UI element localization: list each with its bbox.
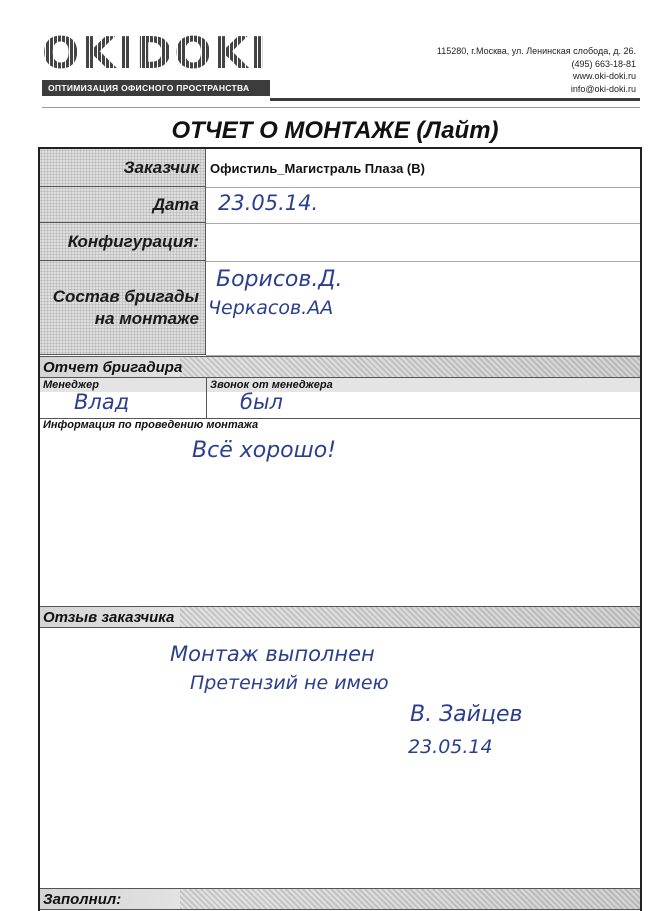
company-address: 115280, г.Москва, ул. Ленинская слобода, д. 26. <box>436 46 636 56</box>
document-title: ОТЧЕТ О МОНТАЖЕ (Лайт) <box>171 117 499 144</box>
date-label <box>40 187 206 223</box>
foreman-report-label: Отчет бригадира <box>43 358 183 376</box>
team-label <box>40 261 206 355</box>
header-divider <box>270 98 640 101</box>
customer-label <box>40 149 206 187</box>
manager-label: Менеджер <box>43 379 99 391</box>
section-pattern <box>180 357 640 377</box>
installation-info-label: Информация по проведению монтажа <box>43 419 259 431</box>
customer-feedback-label: Отзыв заказчика <box>43 608 175 626</box>
config-label-text: Конфигурация: <box>67 231 199 251</box>
company-phone: (495) 663-18-81 <box>571 58 636 69</box>
team-field[interactable] <box>206 261 640 356</box>
manager-row-divider <box>206 378 207 418</box>
manager-call-value[interactable]: был <box>240 390 283 414</box>
header-divider-thin <box>42 107 640 108</box>
section-pattern <box>180 889 640 909</box>
team-member-1: Борисов.Д. <box>216 267 343 292</box>
foreman-report-header <box>40 356 640 378</box>
config-label <box>40 223 206 261</box>
manager-row <box>40 378 640 419</box>
feedback-line-2: Претензий не имею <box>190 672 389 694</box>
team-label-line1: Состав бригады <box>52 286 199 306</box>
date-field[interactable] <box>206 187 640 224</box>
feedback-line-1: Монтаж выполнен <box>170 642 375 666</box>
customer-label-text: Заказчик <box>123 157 199 177</box>
company-contacts <box>437 45 636 95</box>
logo-wordmark: OKIDOKI <box>42 28 269 79</box>
installation-info-value: Всё хорошо! <box>192 438 337 463</box>
customer-field[interactable] <box>206 149 640 188</box>
customer-feedback-block[interactable] <box>40 628 640 884</box>
customer-value: Офистиль_Магистраль Плаза (В) <box>210 160 425 176</box>
manager-value[interactable]: Влад <box>74 390 130 414</box>
feedback-date: 23.05.14 <box>408 736 493 758</box>
company-website: www.oki-doki.ru <box>572 71 636 81</box>
logo-tagline: ОПТИМИЗАЦИЯ ОФИСНОГО ПРОСТРАНСТВА <box>42 80 270 96</box>
date-handwritten: 23.05.14. <box>218 191 319 215</box>
installation-info-block[interactable] <box>40 418 640 604</box>
company-logo <box>42 30 270 96</box>
manager-call-label: Звонок от менеджера <box>210 379 333 391</box>
config-field[interactable] <box>206 223 640 262</box>
installation-report-form <box>38 147 642 911</box>
company-email: info@oki-doki.ru <box>570 83 636 94</box>
filled-by-header <box>40 888 640 910</box>
team-label-line2: на монтаже <box>94 308 199 328</box>
section-pattern <box>180 607 640 627</box>
customer-feedback-header <box>40 606 640 628</box>
customer-signature: В. Зайцев <box>410 702 523 727</box>
filled-by-label: Заполнил: <box>43 890 122 908</box>
team-member-2: Черкасов.АА <box>208 297 334 319</box>
date-label-text: Дата <box>152 194 199 214</box>
